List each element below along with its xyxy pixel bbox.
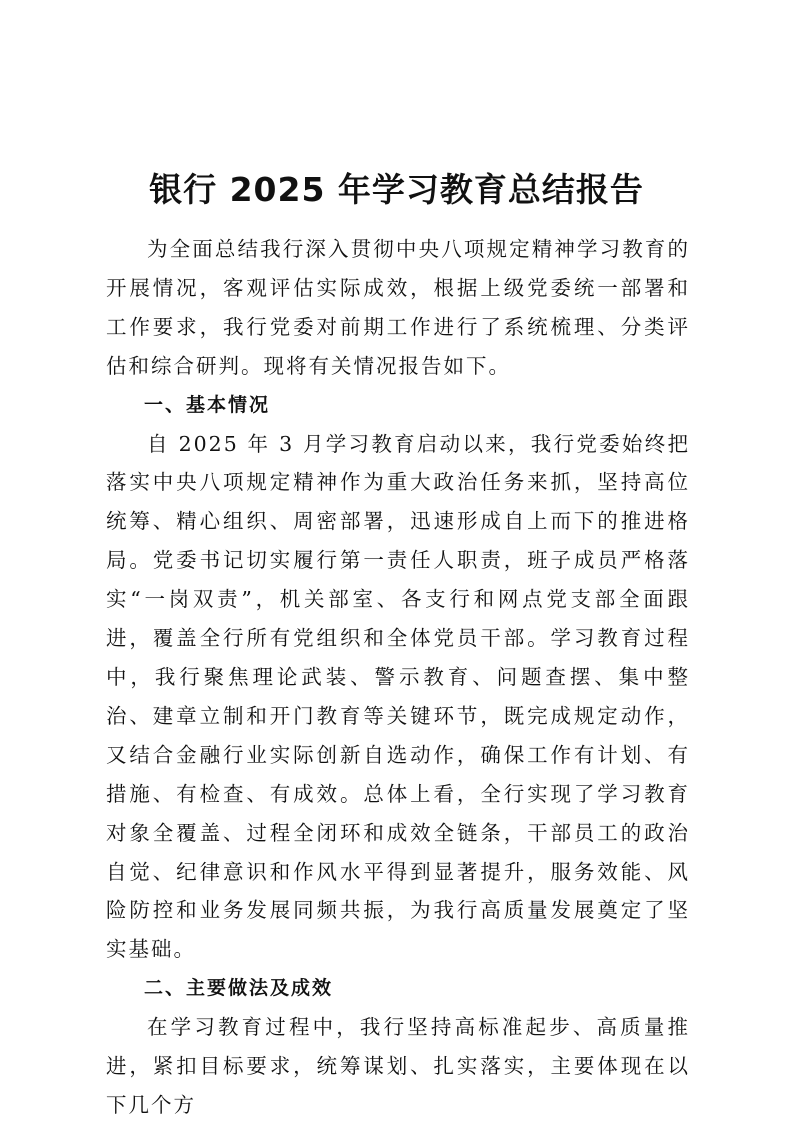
document-title: 银行 2025 年学习教育总结报告	[149, 170, 644, 210]
document-body	[106, 230, 690, 1125]
section-heading-basic-situation: 一、基本情况	[144, 393, 271, 416]
section-paragraph-main-practices: 在学习教育过程中，我行坚持高标准起步、高质量推进，紧扣目标要求，统筹谋划、扎实落实，主要体现在以下几个方	[106, 1015, 690, 1117]
intro-paragraph: 为全面总结我行深入贯彻中央八项规定精神学习教育的开展情况，客观评估实际成效，根据上级党委统一部署和工作要求，我行党委对前期工作进行了系统梳理、分类评估和综合研判。现将有关情况报告如下。	[106, 237, 690, 378]
section-heading-main-practices: 二、主要做法及成效	[144, 977, 334, 1000]
section-paragraph-basic-situation: 自 2025 年 3 月学习教育启动以来，我行党委始终把落实中央八项规定精神作为重大政治任务来抓，坚持高位统筹、精心组织、周密部署，迅速形成自上而下的推进格局。党委书记切实履行第一责任人职责，班子成员严格落实“一岗双责”，机关部室、各支行和网点党支部全面跟进，覆盖全行所有党组织和全体党员干部。学习教育过程中，我行聚焦理论武装、警示教育、问题查摆、集中整治、建章立制和开门教育等关键环节，既完成规定动作，又结合金融行业实际创新自选动作，确保工作有计划、有措施、有检查、有成效。总体上看，全行实现了学习教育对象全覆盖、过程全闭环和成效全链条，干部员工的政治自觉、纪律意识和作风水平得到显著提升，服务效能、风险防控和业务发展同频共振，为我行高质量发展奠定了坚实基础。	[106, 431, 690, 962]
